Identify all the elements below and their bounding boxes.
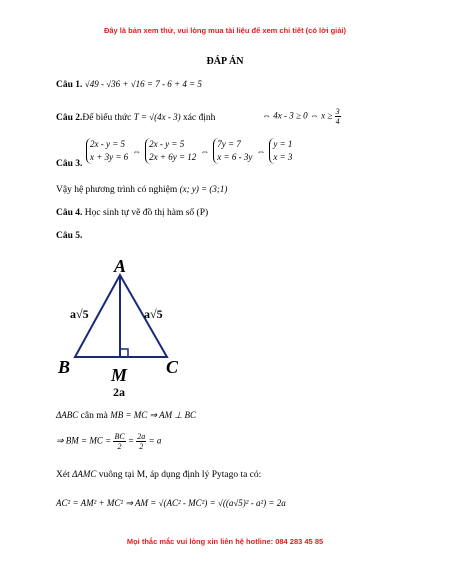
question-4-text: Học sinh tự vẽ đồ thị hàm số (P): [84, 208, 209, 218]
equivalence-arrow: ⇔: [256, 146, 266, 157]
right-angle-mark: [120, 349, 128, 357]
question-2: [56, 112, 215, 123]
conclusion-text: Vậy hệ phương trình có nghiệm: [56, 185, 178, 195]
side-ac-label: a√5: [144, 307, 163, 321]
solution-line-3: [56, 469, 261, 480]
solution-line-1-text: cân mà: [80, 411, 108, 421]
question-1-answer: √49 - √36 + √16 = 7 - 6 + 4 = 5: [84, 79, 202, 89]
system-4-eq-2: x = 3: [273, 152, 293, 162]
question-2-condition-text: ⇔ 4x - 3 ≥ 0 ⇔ x ≥: [262, 110, 333, 121]
solution-line-4: AC² = AM² + MC² ⇒ AM = √(AC² - MC²) = √((a√5)² - a²) = 2a: [56, 498, 286, 508]
question-2-expression: T = √(4x - 3): [133, 112, 181, 122]
base-bc-label: 2a: [113, 385, 125, 399]
fraction-2a-2: $\frac{2a}{2}$: [137, 432, 146, 451]
triangle-abc-symbol: ΔABC: [56, 410, 79, 420]
question-1: [56, 79, 202, 90]
triangle-amc-symbol: ΔAMC: [72, 469, 97, 479]
system-1-eq-1: 2x - y = 5: [90, 139, 126, 149]
side-ab-label: a√5: [70, 307, 89, 321]
point-m-label: M: [111, 365, 128, 385]
solution-line-1: [56, 410, 196, 421]
system-2: [145, 138, 196, 164]
solution-line-2: ⇒ BM = MC = $\frac{BC}{2}$ = $\frac{2a}{2}$ = a: [56, 432, 162, 451]
system-4: [269, 138, 292, 164]
preview-banner: Đây là bản xem thử, vui lòng mua tài liệu để xem chi tiết (có lời giải): [103, 26, 347, 35]
equivalence-arrow: ⇔: [132, 146, 142, 157]
system-3-eq-2: x = 6 - 3y: [217, 152, 253, 162]
question-2-text: Để biểu thức: [82, 113, 132, 123]
question-3-label: Câu 3.: [56, 159, 83, 169]
question-2-condition: [262, 107, 341, 126]
fraction-bc-2: $\frac{BC}{2}$: [114, 432, 125, 451]
question-2-label: Câu 2.: [56, 113, 83, 123]
system-2-eq-1: 2x - y = 5: [149, 139, 185, 149]
vertex-a-label: A: [114, 256, 127, 276]
triangle-figure: [50, 250, 200, 402]
system-4-eq-1: y = 1: [273, 139, 293, 149]
question-1-label: Câu 1.: [56, 80, 83, 90]
question-4-label: Câu 4.: [56, 208, 83, 218]
system-1-eq-2: x + 3y = 6: [90, 152, 129, 162]
question-3-systems: [86, 138, 292, 164]
equivalence-arrow: ⇔: [200, 146, 210, 157]
question-5-label: Câu 5.: [56, 231, 83, 241]
hotline-banner: Mọi thắc mắc vui lòng xin liên hệ hotline: 084 283 45 85: [126, 537, 324, 546]
fraction-3-4: $\frac{3}{4}$: [335, 107, 340, 126]
conclusion-expression: (x; y) = (3;1): [179, 184, 228, 194]
page-title: ĐÁP ÁN: [206, 56, 244, 67]
question-4: [56, 208, 208, 218]
solution-line-3-text2: vuông tại M, áp dụng định lý Pytago ta có:: [98, 470, 262, 480]
solution-line-1-expression: MB = MC ⇒ AM ⊥ BC: [110, 410, 196, 420]
solution-line-2-expression: ⇒ BM = MC =: [56, 435, 112, 446]
system-3: [213, 138, 252, 164]
conclusion-line: [56, 184, 227, 195]
system-3-eq-1: 7y = 7: [217, 139, 241, 149]
vertex-c-label: C: [166, 357, 179, 377]
question-2-text2: xác định: [182, 113, 216, 123]
solution-line-3-text: Xét: [56, 470, 70, 480]
system-1: [86, 138, 128, 164]
vertex-b-label: B: [58, 357, 71, 377]
system-2-eq-2: 2x + 6y = 12: [149, 152, 197, 162]
